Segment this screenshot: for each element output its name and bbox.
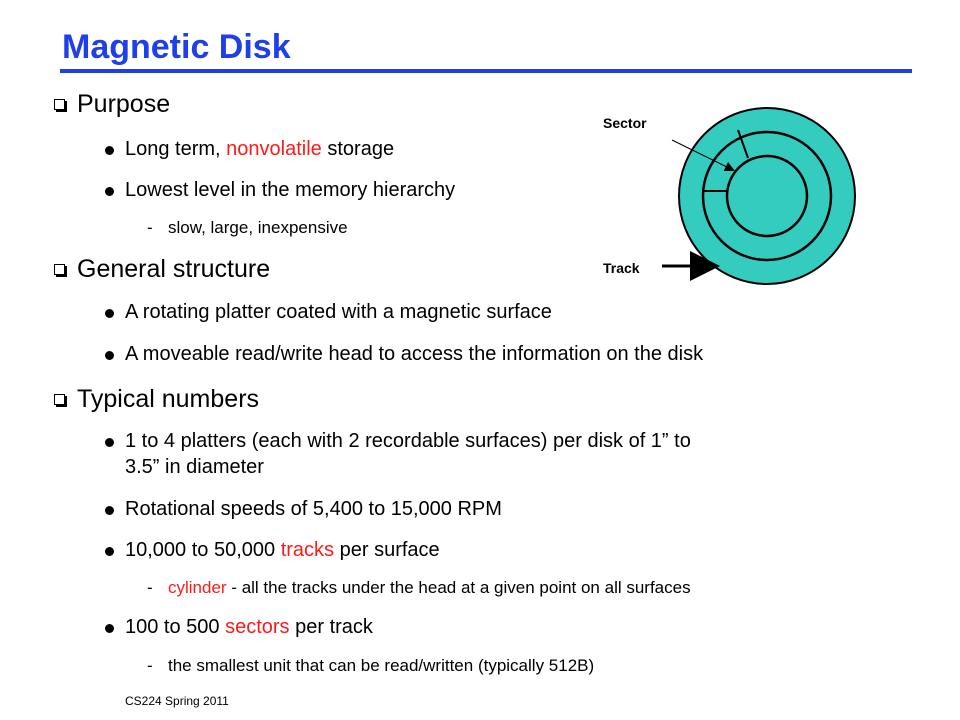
heading-purpose: Purpose [77, 90, 170, 119]
numbers-item-platters-cont: 3.5” in diameter [125, 456, 264, 478]
heading-typical-numbers: Typical numbers [77, 385, 259, 414]
term-nonvolatile: nonvolatile [226, 138, 322, 160]
round-bullet-icon [105, 146, 114, 155]
term-tracks: tracks [280, 539, 335, 561]
square-bullet-icon [54, 394, 65, 405]
platter-outer [679, 108, 855, 284]
purpose-item-storage: Long term, nonvolatile storage [125, 138, 394, 161]
structure-item-platter: A rotating platter coated with a magnetic surface [125, 301, 552, 324]
numbers-item-tracks: 10,000 to 50,000 tracks per surface [125, 539, 440, 562]
round-bullet-icon [105, 438, 114, 447]
dash-bullet: - [147, 656, 153, 675]
round-bullet-icon [105, 547, 114, 556]
square-bullet-icon [54, 264, 65, 275]
round-bullet-icon [105, 351, 114, 360]
purpose-item-hierarchy: Lowest level in the memory hierarchy [125, 179, 455, 202]
term-sectors: sectors [225, 616, 290, 638]
numbers-subitem-cylinder: - cylinder - all the tracks under the head at a given point on all surfaces [147, 578, 691, 597]
round-bullet-icon [105, 624, 114, 633]
track-label: Track [603, 260, 640, 276]
numbers-item-platters: 1 to 4 platters (each with 2 recordable surfaces) per disk of 1” to [125, 430, 691, 453]
dash-bullet: - [147, 578, 153, 597]
round-bullet-icon [105, 309, 114, 318]
numbers-subitem-sector-def: - the smallest unit that can be read/written (typically 512B) [147, 656, 595, 675]
round-bullet-icon [105, 187, 114, 196]
sector-label: Sector [603, 115, 647, 131]
dash-bullet: - [147, 218, 153, 237]
purpose-subitem: - slow, large, inexpensive [147, 218, 348, 237]
structure-item-head: A moveable read/write head to access the information on the disk [125, 343, 703, 366]
term-cylinder: cylinder [168, 578, 227, 597]
square-bullet-icon [54, 99, 65, 110]
heading-general-structure: General structure [77, 255, 270, 284]
slide-title: Magnetic Disk [62, 28, 291, 66]
footer-course: CS224 Spring 2011 [125, 694, 229, 708]
numbers-item-sectors: 100 to 500 sectors per track [125, 616, 373, 639]
numbers-item-rpm: Rotational speeds of 5,400 to 15,000 RPM [125, 498, 502, 521]
round-bullet-icon [105, 506, 114, 515]
